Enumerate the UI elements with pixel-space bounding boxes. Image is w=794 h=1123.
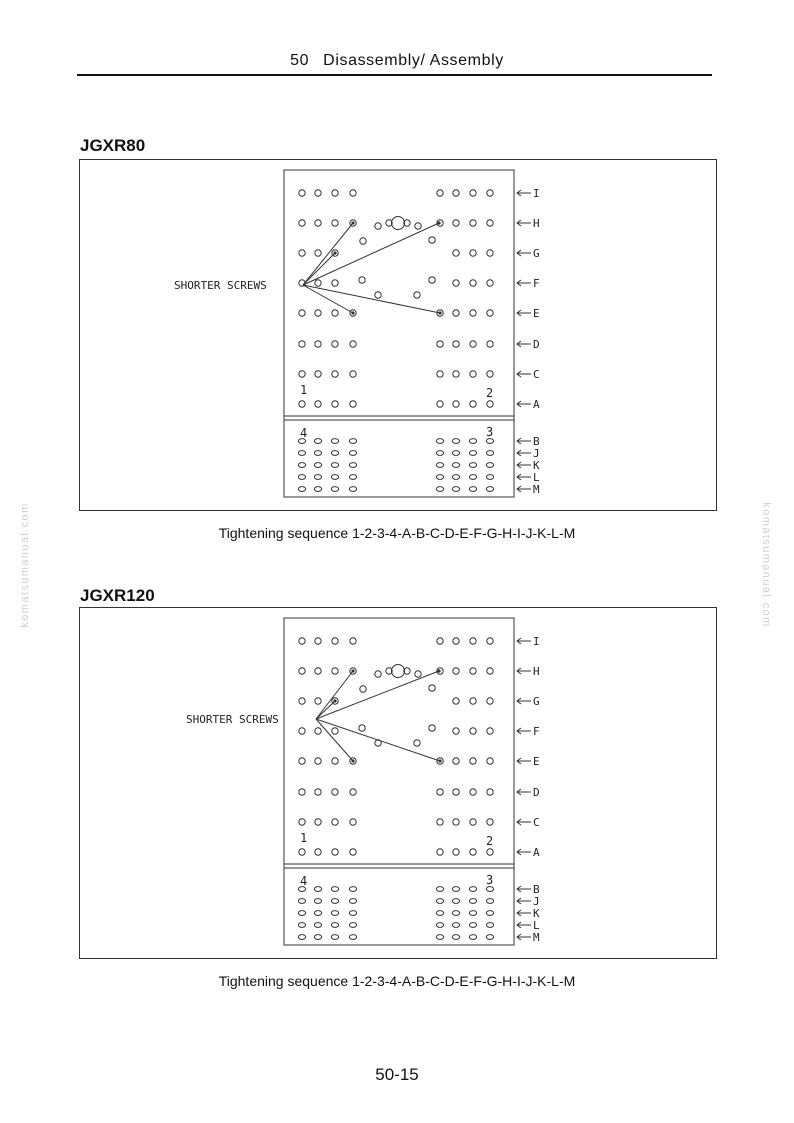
- bolt-hole: [315, 401, 321, 407]
- bolt-hole: [331, 899, 338, 904]
- bolt-hole: [375, 292, 381, 298]
- bolt-hole: [487, 310, 493, 316]
- bolt-hole: [469, 887, 476, 892]
- bolt-hole: [470, 250, 476, 256]
- leader-arrowhead: [333, 699, 336, 702]
- sequence-number: 4: [300, 874, 308, 888]
- bolt-hole: [332, 758, 338, 764]
- row-label: F: [533, 277, 540, 290]
- bolt-hole: [486, 475, 493, 480]
- bolt-hole: [314, 487, 321, 492]
- bolt-hole: [469, 439, 476, 444]
- header-rule: [77, 74, 712, 76]
- bolt-hole: [452, 463, 459, 468]
- housing-outline: [284, 170, 514, 497]
- bolt-hole: [487, 401, 493, 407]
- row-label: J: [533, 895, 540, 908]
- bolt-hole: [470, 758, 476, 764]
- bolt-hole: [469, 935, 476, 940]
- bolt-hole: [332, 190, 338, 196]
- bolt-pattern-figure-jgxr120: [79, 607, 717, 959]
- bolt-hole: [349, 463, 356, 468]
- bolt-hole: [487, 220, 493, 226]
- row-label: D: [533, 786, 540, 799]
- page-number: 50-15: [375, 1065, 419, 1084]
- bolt-hole: [299, 401, 305, 407]
- bolt-hole: [315, 190, 321, 196]
- bolt-hole: [299, 728, 305, 734]
- model-title-jgxr80: JGXR80: [80, 136, 146, 155]
- row-label: L: [533, 471, 540, 484]
- bolt-hole: [436, 439, 443, 444]
- bolt-hole: [299, 220, 305, 226]
- row-label: A: [533, 398, 540, 411]
- bolt-hole: [469, 923, 476, 928]
- bolt-hole: [331, 923, 338, 928]
- bolt-hole: [315, 220, 321, 226]
- bolt-hole: [470, 280, 476, 286]
- bolt-hole: [299, 668, 305, 674]
- bolt-hole: [331, 887, 338, 892]
- bolt-hole: [429, 725, 435, 731]
- bolt-hole: [314, 463, 321, 468]
- bolt-hole: [332, 371, 338, 377]
- model-title-jgxr120: JGXR120: [80, 586, 155, 605]
- bolt-hole: [314, 475, 321, 480]
- leader-line: [303, 285, 440, 313]
- bolt-hole: [470, 371, 476, 377]
- bolt-hole: [453, 341, 459, 347]
- dowel-hole: [392, 665, 405, 678]
- bolt-hole: [299, 819, 305, 825]
- bolt-hole: [453, 728, 459, 734]
- bolt-hole: [350, 849, 356, 855]
- row-label: K: [533, 459, 540, 472]
- bolt-hole: [299, 849, 305, 855]
- bolt-hole: [331, 487, 338, 492]
- bolt-hole: [315, 819, 321, 825]
- bolt-hole: [298, 899, 305, 904]
- bolt-hole: [436, 935, 443, 940]
- bolt-hole: [314, 451, 321, 456]
- page-header: [0, 52, 794, 70]
- bolt-hole: [349, 935, 356, 940]
- bolt-hole: [298, 451, 305, 456]
- row-label: E: [533, 307, 540, 320]
- leader-arrowhead: [437, 221, 440, 224]
- bolt-hole: [315, 310, 321, 316]
- row-label: H: [533, 217, 540, 230]
- caption-jgxr120: Tightening sequence 1-2-3-4-A-B-C-D-E-F-G-H-I-J-K-L-M: [218, 973, 576, 989]
- bolt-hole: [331, 439, 338, 444]
- bolt-hole: [437, 819, 443, 825]
- bolt-hole: [436, 887, 443, 892]
- bolt-hole: [486, 935, 493, 940]
- bolt-hole: [436, 923, 443, 928]
- row-label: I: [533, 187, 540, 200]
- bolt-hole: [487, 280, 493, 286]
- bolt-hole: [350, 401, 356, 407]
- bolt-hole: [315, 789, 321, 795]
- bolt-hole: [487, 371, 493, 377]
- bolt-hole: [469, 451, 476, 456]
- row-label: B: [533, 435, 540, 448]
- bolt-hole: [349, 923, 356, 928]
- bolt-hole: [314, 887, 321, 892]
- row-label: I: [533, 635, 540, 648]
- bolt-hole: [414, 740, 420, 746]
- bolt-hole: [314, 911, 321, 916]
- bolt-hole: [452, 475, 459, 480]
- watermark-right: komatsumanual.com: [760, 502, 772, 628]
- bolt-hole: [375, 223, 381, 229]
- bolt-hole: [429, 237, 435, 243]
- row-label: E: [533, 755, 540, 768]
- bolt-hole: [487, 758, 493, 764]
- bolt-hole: [314, 439, 321, 444]
- bolt-hole: [299, 341, 305, 347]
- bolt-hole: [315, 728, 321, 734]
- bolt-hole: [470, 698, 476, 704]
- row-label: J: [533, 447, 540, 460]
- row-label: M: [533, 931, 540, 944]
- bolt-hole: [487, 728, 493, 734]
- bolt-hole: [350, 638, 356, 644]
- leader-line: [303, 223, 439, 285]
- bolt-hole: [349, 439, 356, 444]
- bolt-hole: [299, 190, 305, 196]
- bolt-hole: [469, 911, 476, 916]
- bolt-hole: [469, 475, 476, 480]
- bolt-hole: [487, 341, 493, 347]
- row-label: M: [533, 483, 540, 496]
- bolt-hole: [331, 935, 338, 940]
- bolt-hole: [452, 887, 459, 892]
- bolt-hole: [315, 280, 321, 286]
- watermark-left: komatsumanual.com: [19, 502, 31, 628]
- bolt-hole: [437, 401, 443, 407]
- bolt-hole: [436, 475, 443, 480]
- dowel-hole: [392, 217, 405, 230]
- leader-arrowhead: [333, 251, 336, 254]
- leader-line: [303, 285, 353, 313]
- bolt-hole: [453, 698, 459, 704]
- bolt-hole: [414, 292, 420, 298]
- bolt-hole: [469, 899, 476, 904]
- bolt-hole: [350, 190, 356, 196]
- row-label: H: [533, 665, 540, 678]
- bolt-hole: [350, 789, 356, 795]
- bolt-hole: [453, 401, 459, 407]
- row-label: G: [533, 695, 540, 708]
- bolt-hole: [315, 758, 321, 764]
- bolt-hole: [332, 220, 338, 226]
- bolt-hole: [375, 671, 381, 677]
- sequence-number: 3: [486, 873, 494, 887]
- bolt-hole: [429, 685, 435, 691]
- bolt-hole: [437, 638, 443, 644]
- bolt-hole: [298, 923, 305, 928]
- bolt-hole: [331, 451, 338, 456]
- bolt-hole: [487, 668, 493, 674]
- callout-label: SHORTER SCREWS: [174, 279, 267, 292]
- bolt-hole: [332, 819, 338, 825]
- bolt-hole: [486, 923, 493, 928]
- bolt-hole: [453, 250, 459, 256]
- bolt-hole: [332, 638, 338, 644]
- bolt-hole: [486, 439, 493, 444]
- bolt-hole: [470, 638, 476, 644]
- bolt-hole: [298, 911, 305, 916]
- bolt-hole: [332, 668, 338, 674]
- row-label: G: [533, 247, 540, 260]
- bolt-hole: [298, 463, 305, 468]
- leader-arrowhead: [351, 311, 354, 314]
- bolt-hole: [332, 789, 338, 795]
- section-title: Disassembly/ Assembly: [323, 52, 504, 69]
- row-label: D: [533, 338, 540, 351]
- bolt-pattern-diagram: [80, 160, 718, 512]
- bolt-hole: [487, 789, 493, 795]
- bolt-hole: [298, 487, 305, 492]
- bolt-hole: [315, 250, 321, 256]
- bolt-hole: [436, 451, 443, 456]
- bolt-hole: [437, 849, 443, 855]
- housing-outline: [284, 618, 514, 945]
- bolt-hole: [453, 849, 459, 855]
- bolt-hole: [436, 463, 443, 468]
- bolt-hole: [314, 935, 321, 940]
- bolt-hole: [486, 887, 493, 892]
- bolt-hole: [350, 819, 356, 825]
- bolt-hole: [453, 638, 459, 644]
- bolt-pattern-figure-jgxr80: [79, 159, 717, 511]
- row-label: C: [533, 368, 540, 381]
- bolt-hole: [452, 451, 459, 456]
- row-label: B: [533, 883, 540, 896]
- bolt-hole: [415, 223, 421, 229]
- row-label: A: [533, 846, 540, 859]
- bolt-hole: [452, 911, 459, 916]
- bolt-hole: [299, 698, 305, 704]
- row-label: K: [533, 907, 540, 920]
- bolt-hole: [360, 238, 366, 244]
- bolt-hole: [453, 819, 459, 825]
- bolt-hole: [470, 341, 476, 347]
- leader-arrowhead: [437, 669, 440, 672]
- caption-jgxr80: Tightening sequence 1-2-3-4-A-B-C-D-E-F-G-H-I-J-K-L-M: [218, 525, 576, 541]
- sequence-number: 2: [486, 386, 494, 400]
- bolt-hole: [452, 899, 459, 904]
- bolt-hole: [359, 277, 365, 283]
- bolt-hole: [331, 463, 338, 468]
- bolt-hole: [486, 463, 493, 468]
- bolt-hole: [349, 475, 356, 480]
- bolt-hole: [470, 220, 476, 226]
- bolt-hole: [298, 935, 305, 940]
- bolt-hole: [452, 923, 459, 928]
- bolt-hole: [360, 686, 366, 692]
- section-number: 50: [290, 52, 310, 69]
- bolt-hole: [314, 899, 321, 904]
- bolt-hole: [486, 451, 493, 456]
- row-label: C: [533, 816, 540, 829]
- bolt-hole: [332, 280, 338, 286]
- row-label: L: [533, 919, 540, 932]
- leader-arrowhead: [438, 311, 441, 314]
- bolt-hole: [315, 668, 321, 674]
- bolt-hole: [486, 487, 493, 492]
- bolt-hole: [453, 190, 459, 196]
- bolt-hole: [436, 487, 443, 492]
- bolt-hole: [415, 671, 421, 677]
- bolt-hole: [315, 698, 321, 704]
- sequence-number: 1: [300, 383, 308, 397]
- leader-arrowhead: [438, 759, 441, 762]
- bolt-hole: [429, 277, 435, 283]
- bolt-hole: [332, 401, 338, 407]
- leader-arrowhead: [351, 669, 354, 672]
- bolt-hole: [487, 698, 493, 704]
- bolt-hole: [350, 371, 356, 377]
- sequence-number: 3: [486, 425, 494, 439]
- bolt-hole: [469, 463, 476, 468]
- bolt-hole: [332, 728, 338, 734]
- bolt-hole: [332, 310, 338, 316]
- bolt-hole: [437, 190, 443, 196]
- bolt-hole: [470, 728, 476, 734]
- bolt-hole: [453, 280, 459, 286]
- bolt-hole: [332, 341, 338, 347]
- bolt-hole: [331, 475, 338, 480]
- bolt-hole: [470, 401, 476, 407]
- bolt-hole: [299, 638, 305, 644]
- bolt-hole: [437, 789, 443, 795]
- leader-arrowhead: [351, 759, 354, 762]
- bolt-hole: [315, 849, 321, 855]
- bolt-hole: [359, 725, 365, 731]
- bolt-hole: [453, 310, 459, 316]
- bolt-hole: [298, 475, 305, 480]
- sequence-number: 4: [300, 426, 308, 440]
- leader-line: [303, 223, 353, 285]
- bolt-hole: [487, 849, 493, 855]
- bolt-hole: [349, 911, 356, 916]
- bolt-hole: [452, 487, 459, 492]
- bolt-hole: [470, 310, 476, 316]
- bolt-hole: [452, 439, 459, 444]
- bolt-hole: [299, 310, 305, 316]
- bolt-hole: [436, 899, 443, 904]
- bolt-hole: [453, 789, 459, 795]
- row-label: F: [533, 725, 540, 738]
- bolt-hole: [453, 668, 459, 674]
- bolt-hole: [437, 341, 443, 347]
- bolt-hole: [453, 758, 459, 764]
- bolt-hole: [331, 911, 338, 916]
- sequence-number: 2: [486, 834, 494, 848]
- bolt-hole: [314, 923, 321, 928]
- bolt-hole: [487, 638, 493, 644]
- bolt-hole: [487, 190, 493, 196]
- bolt-hole: [487, 250, 493, 256]
- bolt-hole: [487, 819, 493, 825]
- bolt-hole: [350, 341, 356, 347]
- bolt-hole: [349, 899, 356, 904]
- bolt-hole: [315, 341, 321, 347]
- bolt-hole: [437, 371, 443, 377]
- leader-arrowhead: [351, 221, 354, 224]
- bolt-hole: [486, 911, 493, 916]
- bolt-hole: [315, 371, 321, 377]
- callout-label: SHORTER SCREWS: [186, 713, 279, 726]
- bolt-hole: [453, 371, 459, 377]
- bolt-hole: [315, 638, 321, 644]
- bolt-hole: [299, 789, 305, 795]
- bolt-pattern-diagram: [80, 608, 718, 960]
- bolt-hole: [486, 899, 493, 904]
- bolt-hole: [349, 451, 356, 456]
- bolt-hole: [469, 487, 476, 492]
- bolt-hole: [453, 220, 459, 226]
- bolt-hole: [470, 849, 476, 855]
- bolt-hole: [349, 487, 356, 492]
- bolt-hole: [299, 758, 305, 764]
- bolt-hole: [299, 250, 305, 256]
- bolt-hole: [349, 887, 356, 892]
- bolt-hole: [452, 935, 459, 940]
- bolt-hole: [299, 371, 305, 377]
- bolt-hole: [332, 849, 338, 855]
- bolt-hole: [470, 819, 476, 825]
- bolt-hole: [470, 789, 476, 795]
- bolt-hole: [470, 190, 476, 196]
- bolt-hole: [470, 668, 476, 674]
- sequence-number: 1: [300, 831, 308, 845]
- bolt-hole: [436, 911, 443, 916]
